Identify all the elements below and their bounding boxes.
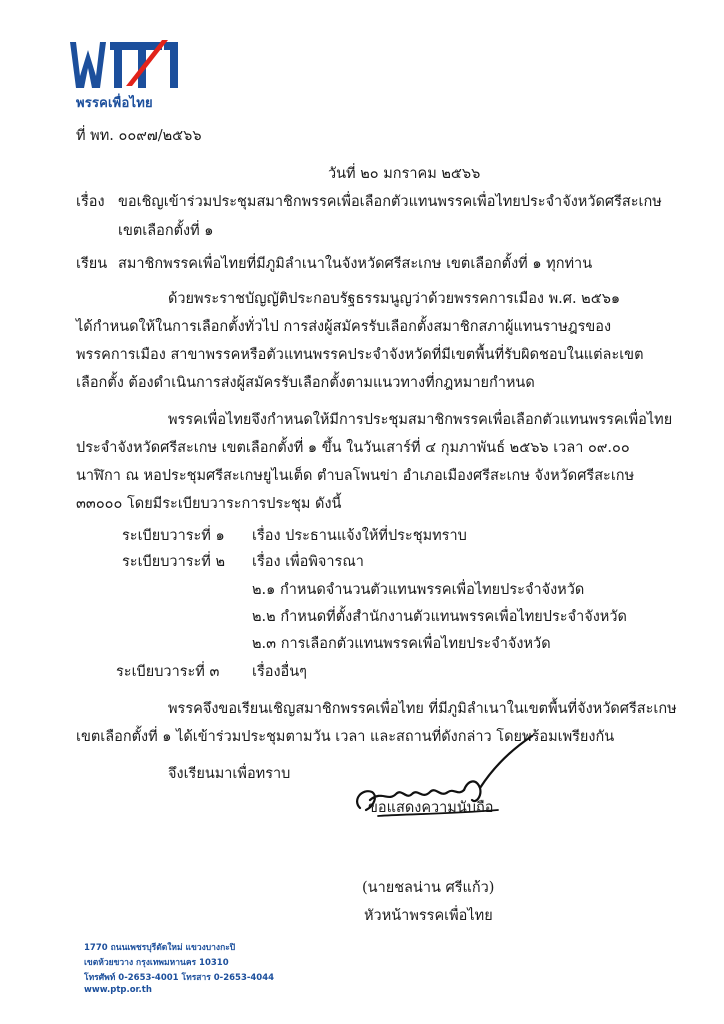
agenda-subitem: ๒.๑ กำหนดจำนวนตัวแทนพรรคเพื่อไทยประจำจังหวัด <box>252 582 585 598</box>
party-logo-icon <box>66 36 182 92</box>
footer-address-line: 1770 ถนนเพชรบุรีตัดใหม่ แขวงบางกะปิ <box>84 943 236 953</box>
footer-address-line: เขตห้วยขวาง กรุงเทพมหานคร 10310 <box>84 958 229 968</box>
letter-date: วันที่ ๒๐ มกราคม ๒๕๖๖ <box>328 166 481 182</box>
signer-name: (นายชลน่าน ศรีแก้ว) <box>362 880 495 896</box>
para1-line: เลือกตั้ง ต้องดำเนินการส่งผู้สมัครรับเลือกตั้งตามแนวทางที่กฎหมายกำหนด <box>76 375 535 391</box>
subject-line-1: ขอเชิญเข้าร่วมประชุมสมาชิกพรรคเพื่อเลือกตัวแทนพรรคเพื่อไทยประจำจังหวัดศรีสะเกษ <box>118 194 662 210</box>
footer-phone: โทรศัพท์ 0-2653-4001 โทรสาร 0-2653-4044 <box>84 973 275 983</box>
party-name-logo: พรรคเพื่อไทย <box>76 96 153 111</box>
signer-title: หัวหน้าพรรคเพื่อไทย <box>364 908 493 924</box>
agenda-item-1-text: เรื่อง ประธานแจ้งให้ที่ประชุมทราบ <box>252 528 467 544</box>
recipient-label: เรียน <box>76 256 108 272</box>
para3-line: เขตเลือกตั้งที่ ๑ ได้เข้าร่วมประชุมตามวัน เวลา และสถานที่ดังกล่าว โดยพร้อมเพรียงกัน <box>76 729 615 745</box>
para3-line: พรรคจึงขอเรียนเชิญสมาชิกพรรคเพื่อไทย ที่มีภูมิลำเนาในเขตพื้นที่จังหวัดศรีสะเกษ <box>168 701 677 717</box>
agenda-subitem: ๒.๒ กำหนดที่ตั้งสำนักงานตัวแทนพรรคเพื่อไทยประจำจังหวัด <box>252 609 627 625</box>
agenda-item-2-text: เรื่อง เพื่อพิจารณา <box>252 554 364 570</box>
agenda-item-3-text: เรื่องอื่นๆ <box>252 664 307 680</box>
para2-line: พรรคเพื่อไทยจึงกำหนดให้มีการประชุมสมาชิกพรรคเพื่อเลือกตัวแทนพรรคเพื่อไทย <box>168 412 673 428</box>
footer-website: www.ptp.or.th <box>84 985 152 995</box>
agenda-item-1-label: ระเบียบวาระที่ ๑ <box>122 528 225 544</box>
agenda-item-3-label: ระเบียบวาระที่ ๓ <box>116 664 220 680</box>
para1-line: พรรคการเมือง สาขาพรรคหรือตัวแทนพรรคประจำจังหวัดที่มีเขตพื้นที่รับผิดชอบในแต่ละเขต <box>76 347 644 363</box>
closing-request: จึงเรียนมาเพื่อทราบ <box>168 766 291 782</box>
para2-line: นาฬิกา ณ หอประชุมศรีสะเกษยูไนเต็ด ตำบลโพนข่า อำเภอเมืองศรีสะเกษ จังหวัดศรีสะเกษ <box>76 468 635 484</box>
para2-line: ๓๓๐๐๐ โดยมีระเบียบวาระการประชุม ดังนี้ <box>76 496 342 512</box>
para1-line: ด้วยพระราชบัญญัติประกอบรัฐธรรมนูญว่าด้วยพรรคการเมือง พ.ศ. ๒๕๖๑ <box>168 291 621 307</box>
agenda-subitem: ๒.๓ การเลือกตัวแทนพรรคเพื่อไทยประจำจังหวัด <box>252 636 551 652</box>
closing-salutation: ขอแสดงความนับถือ <box>368 800 494 816</box>
reference-number: ที่ พท. ๐๐๙๗/๒๕๖๖ <box>76 128 202 144</box>
subject-label: เรื่อง <box>76 194 105 210</box>
agenda-item-2-label: ระเบียบวาระที่ ๒ <box>122 554 226 570</box>
para1-line: ได้กำหนดให้ในการเลือกตั้งทั่วไป การส่งผู้สมัครรับเลือกตั้งสมาชิกสภาผู้แทนราษฎรของ <box>76 319 612 335</box>
recipient: สมาชิกพรรคเพื่อไทยที่มีภูมิลำเนาในจังหวัดศรีสะเกษ เขตเลือกตั้งที่ ๑ ทุกท่าน <box>118 256 593 272</box>
para2-line: ประจำจังหวัดศรีสะเกษ เขตเลือกตั้งที่ ๑ ขึ้น ในวันเสาร์ที่ ๔ กุมภาพันธ์ ๒๕๖๖ เวลา ๐๙.๐๐ <box>76 440 630 456</box>
subject-line-2: เขตเลือกตั้งที่ ๑ <box>118 223 214 239</box>
signature-icon <box>348 730 538 830</box>
